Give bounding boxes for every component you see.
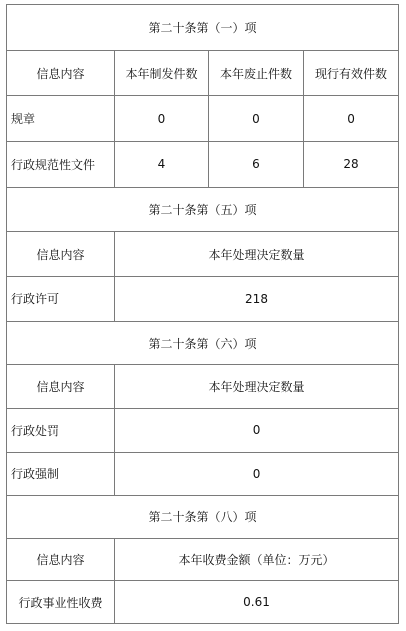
header-repealed-count: 本年废止件数 — [209, 50, 304, 96]
row-label: 行政处罚 — [7, 408, 115, 452]
table-row — [7, 277, 399, 322]
cell-issued: 4 — [115, 142, 209, 188]
header-valid-count: 现行有效件数 — [304, 50, 399, 96]
cell-issued: 0 — [115, 96, 209, 142]
table-row — [7, 581, 399, 624]
table-row — [7, 452, 399, 496]
section-title-6: 第二十条第（六）项 — [7, 321, 399, 365]
header-issued-count: 本年制发件数 — [115, 50, 209, 96]
table-row — [7, 96, 399, 142]
row-label: 行政许可 — [7, 277, 115, 322]
section-title-1: 第二十条第（一）项 — [7, 5, 399, 51]
header-info-content: 信息内容 — [7, 50, 115, 96]
header-info-content: 信息内容 — [7, 365, 115, 409]
disclosure-table — [6, 4, 399, 624]
header-info-content: 信息内容 — [7, 232, 115, 277]
cell-repealed: 6 — [209, 142, 304, 188]
table-row — [7, 408, 399, 452]
row-label: 规章 — [7, 96, 115, 142]
section-title-8: 第二十条第（八）项 — [7, 496, 399, 539]
cell-value: 0 — [115, 408, 399, 452]
header-fee-amount: 本年收费金额（单位：万元） — [115, 538, 399, 581]
cell-value: 0 — [115, 452, 399, 496]
header-info-content: 信息内容 — [7, 538, 115, 581]
section-title-5: 第二十条第（五）项 — [7, 187, 399, 232]
cell-valid: 28 — [304, 142, 399, 188]
cell-value: 218 — [115, 277, 399, 322]
header-decision-count: 本年处理决定数量 — [115, 365, 399, 409]
cell-value: 0.61 — [115, 581, 399, 624]
table-row — [7, 142, 399, 188]
row-label: 行政规范性文件 — [7, 142, 115, 188]
cell-repealed: 0 — [209, 96, 304, 142]
row-label: 行政强制 — [7, 452, 115, 496]
row-label: 行政事业性收费 — [7, 581, 115, 624]
header-decision-count: 本年处理决定数量 — [115, 232, 399, 277]
cell-valid: 0 — [304, 96, 399, 142]
